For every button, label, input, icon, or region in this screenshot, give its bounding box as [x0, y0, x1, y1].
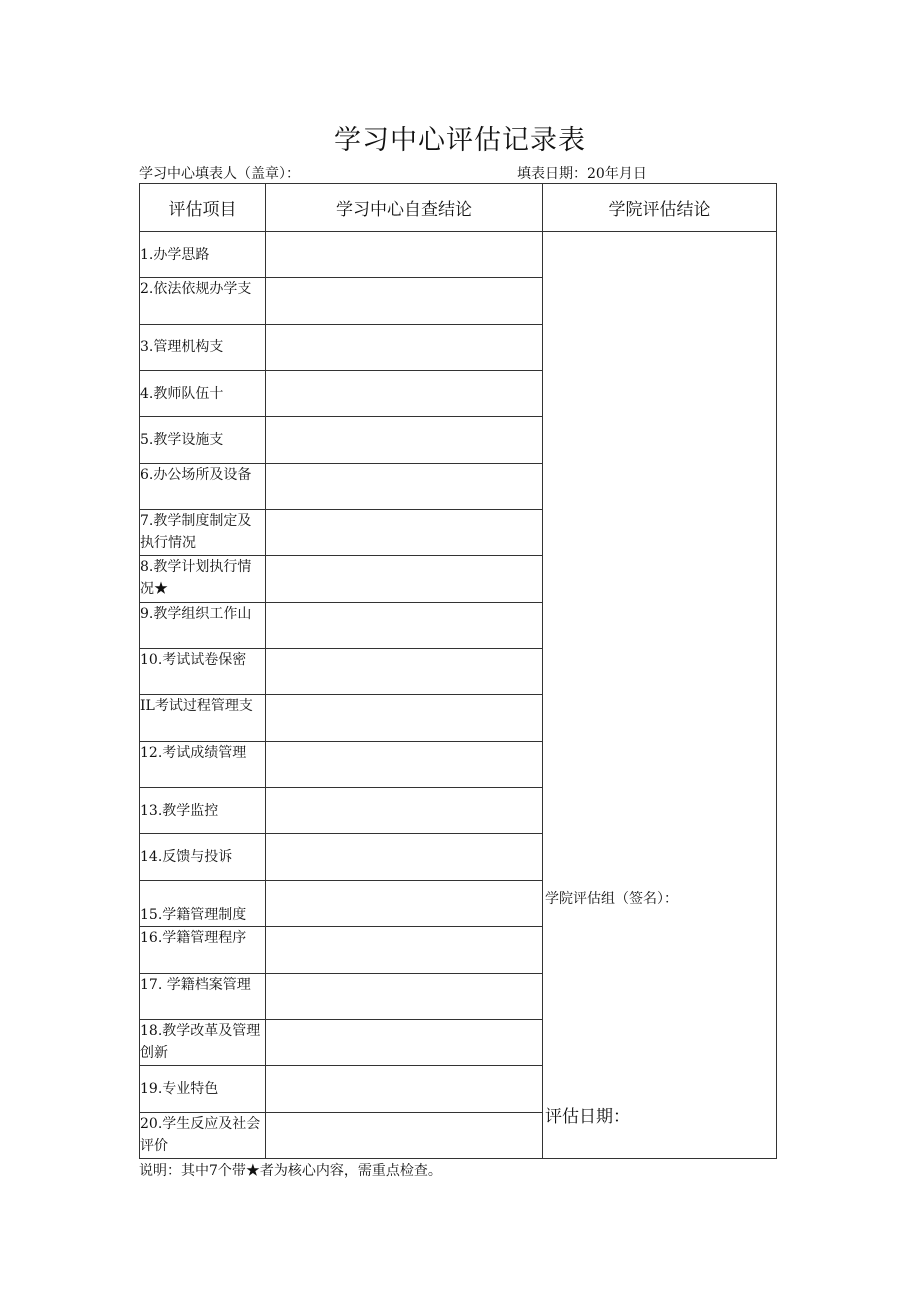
self-check-cell[interactable] — [266, 880, 543, 926]
college-conclusion-cell[interactable] — [543, 232, 777, 1159]
self-check-cell[interactable] — [266, 741, 543, 787]
footnote: 说明：其中7个带★者为核心内容，需重点检查。 — [139, 1163, 442, 1179]
evaluation-item — [140, 927, 266, 973]
self-check-cell[interactable] — [266, 788, 543, 834]
self-check-cell[interactable] — [266, 927, 543, 973]
self-check-cell[interactable] — [266, 463, 543, 509]
evaluation-item-label: 10.考试试卷保密 — [140, 652, 247, 669]
evaluation-item-label: IL考试过程管理支 — [140, 698, 253, 715]
evaluation-item — [140, 788, 266, 834]
evaluation-item — [140, 834, 266, 880]
self-check-cell[interactable] — [266, 510, 543, 556]
self-check-cell[interactable] — [266, 649, 543, 695]
page-title: 学习中心评估记录表 — [334, 125, 586, 156]
evaluation-item-label: 13.教学监控 — [140, 802, 219, 819]
evaluation-item-label: 18.教学改革及管理创新 — [140, 1022, 261, 1061]
self-check-cell[interactable] — [266, 417, 543, 463]
evaluation-item-label: 16.学籍管理程序 — [140, 930, 247, 947]
evaluation-item-label: 3.管理机构支 — [140, 339, 224, 356]
self-check-cell[interactable] — [266, 1112, 543, 1158]
evaluation-item — [140, 1019, 266, 1065]
self-check-cell[interactable] — [266, 602, 543, 648]
self-check-cell[interactable] — [266, 695, 543, 741]
evaluation-item-label: 20.学生反应及社会评价 — [140, 1115, 261, 1154]
college-sign-label: 学院评估组（签名）： — [545, 891, 678, 907]
self-check-cell[interactable] — [266, 371, 543, 417]
evaluation-item — [140, 973, 266, 1019]
evaluation-item — [140, 417, 266, 463]
self-check-cell[interactable] — [266, 232, 543, 278]
evaluation-item — [140, 278, 266, 324]
evaluation-item-label: 5.教学设施支 — [140, 432, 224, 449]
table-row — [140, 232, 777, 278]
self-check-cell[interactable] — [266, 324, 543, 370]
evaluation-item — [140, 880, 266, 926]
header-college-conclusion: 学院评估结论 — [543, 184, 777, 232]
evaluation-item — [140, 324, 266, 370]
evaluation-item-label: 4.教师队伍十 — [140, 385, 224, 402]
evaluation-table — [139, 183, 777, 1159]
evaluation-item-label: 2.依法依规办学支 — [140, 281, 252, 298]
evaluation-item — [140, 649, 266, 695]
self-check-cell[interactable] — [266, 1066, 543, 1112]
evaluation-item — [140, 510, 266, 556]
self-check-cell[interactable] — [266, 556, 543, 602]
evaluation-item-label: 8.教学计划执行情况★ — [140, 559, 252, 598]
self-check-cell[interactable] — [266, 973, 543, 1019]
header-self-check: 学习中心自查结论 — [266, 184, 543, 232]
evaluation-item-label: 7.教学制度制定及执行情况 — [140, 513, 252, 552]
evaluation-item — [140, 741, 266, 787]
evaluation-item — [140, 1112, 266, 1158]
evaluation-item-label: 1.办学思路 — [140, 246, 210, 263]
evaluation-item-label: 17. 学籍档案管理 — [140, 976, 251, 993]
evaluation-item-label: 19.专业特色 — [140, 1080, 219, 1097]
evaluation-item — [140, 371, 266, 417]
evaluation-item — [140, 1066, 266, 1112]
evaluation-item-label: 12.考试成绩管理 — [140, 744, 247, 761]
self-check-cell[interactable] — [266, 834, 543, 880]
evaluation-item — [140, 695, 266, 741]
header-item: 评估项目 — [140, 184, 266, 232]
evaluation-item — [140, 556, 266, 602]
self-check-cell[interactable] — [266, 278, 543, 324]
evaluation-item-label: 15.学籍管理制度 — [140, 907, 247, 924]
fill-date-label: 填表日期：20年月日 — [517, 166, 647, 182]
filler-label: 学习中心填表人（盖章）： — [139, 166, 300, 182]
evaluation-item-label: 9.教学组织工作山 — [140, 605, 252, 622]
self-check-cell[interactable] — [266, 1019, 543, 1065]
evaluation-item — [140, 602, 266, 648]
evaluation-item — [140, 232, 266, 278]
header-row — [140, 184, 777, 232]
evaluation-item — [140, 463, 266, 509]
evaluation-item-label: 6.办公场所及设备 — [140, 466, 252, 483]
college-date-label: 评估日期： — [545, 1107, 630, 1127]
evaluation-item-label: 14.反馈与投诉 — [140, 849, 233, 866]
